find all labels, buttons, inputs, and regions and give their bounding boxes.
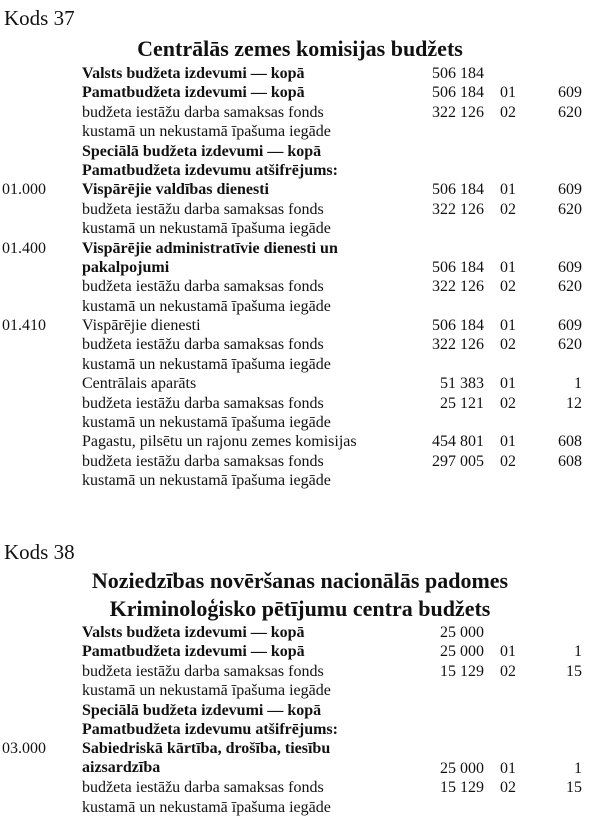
row-description: budžeta iestāžu darba samaksas fonds (82, 103, 324, 121)
row-amount: 25 000 (440, 624, 484, 641)
row-number: 620 (558, 200, 582, 218)
table-row (0, 64, 600, 83)
row-description: Vispārējie administratīvie dienesti un pakalpojumi (82, 239, 338, 276)
table-row (0, 662, 600, 681)
row-amount: 506 184 (432, 65, 484, 82)
row-description: budžeta iestāžu darba samaksas fonds (82, 452, 324, 470)
row-description: Pamatbudžeta izdevumi — kopā (82, 84, 305, 102)
table-row (0, 642, 600, 661)
row-subcode: 02 (500, 336, 516, 354)
row-subcode: 02 (500, 779, 516, 797)
row-description: kustamā un nekustamā īpašuma iegāde (82, 798, 331, 816)
section-title-38-line2: Kriminoloģisko pētījumu centra budžets (109, 596, 491, 621)
row-amount: 15 129 (440, 662, 484, 680)
row-description: Valsts budžeta izdevumi — kopā (82, 624, 305, 641)
row-subcode: 01 (500, 643, 516, 661)
table-row (0, 142, 600, 161)
row-number: 620 (558, 336, 582, 354)
row-amount: 25 000 (440, 759, 484, 777)
section-code-37: Kods 37 (4, 6, 75, 30)
table-row (0, 778, 600, 797)
row-subcode: 01 (500, 84, 516, 102)
row-amount: 506 184 (432, 317, 484, 335)
row-number: 608 (558, 433, 582, 451)
row-description: budžeta iestāžu darba samaksas fonds (82, 336, 324, 354)
table-row (0, 200, 600, 219)
row-subcode: 01 (500, 759, 516, 777)
row-description: budžeta iestāžu darba samaksas fonds (82, 779, 324, 797)
table-row (0, 83, 600, 102)
row-subcode: 02 (500, 200, 516, 218)
table-row (0, 103, 600, 122)
row-number: 620 (558, 103, 582, 121)
row-description: kustamā un nekustamā īpašuma iegāde (82, 414, 331, 432)
row-subcode: 01 (500, 433, 516, 451)
row-amount: 297 005 (432, 452, 484, 470)
table-row (0, 122, 600, 141)
row-amount: 322 126 (432, 103, 484, 121)
table-row (0, 471, 600, 490)
row-description: budžeta iestāžu darba samaksas fonds (82, 394, 324, 412)
table-row (0, 277, 600, 296)
table-row (0, 701, 600, 720)
row-subcode: 01 (500, 317, 516, 335)
row-description: kustamā un nekustamā īpašuma iegāde (82, 682, 331, 700)
row-amount: 506 184 (432, 258, 484, 276)
row-description: Pamatbudžeta izdevumu atšifrējums: (82, 720, 338, 738)
row-subcode: 02 (500, 278, 516, 296)
row-number: 15 (566, 662, 582, 680)
row-subcode: 02 (500, 394, 516, 412)
section-code-38: Kods 38 (4, 540, 75, 564)
row-description: kustamā un nekustamā īpašuma iegāde (82, 355, 331, 373)
row-number: 12 (566, 394, 582, 412)
row-number: 609 (558, 181, 582, 199)
row-amount: 25 000 (440, 643, 484, 661)
table-row (0, 452, 600, 471)
row-description: kustamā un nekustamā īpašuma iegāde (82, 123, 331, 141)
table-row (0, 316, 600, 335)
row-description: budžeta iestāžu darba samaksas fonds (82, 200, 324, 218)
row-amount: 322 126 (432, 200, 484, 218)
row-subcode: 02 (500, 662, 516, 680)
table-row (0, 219, 600, 238)
row-amount: 15 129 (440, 779, 484, 797)
row-description: Vispārējie dienesti (82, 317, 201, 335)
row-number: 609 (558, 317, 582, 335)
table-row (0, 413, 600, 432)
table-row (0, 180, 600, 199)
section-title-37: Centrālās zemes komisijas budžets (137, 36, 463, 61)
row-subcode: 01 (500, 258, 516, 276)
row-code: 03.000 (2, 740, 46, 758)
budget-table-37 (0, 64, 600, 491)
table-row (0, 681, 600, 700)
row-description: kustamā un nekustamā īpašuma iegāde (82, 297, 331, 315)
row-description: Speciālā budžeta izdevumi — kopā (82, 142, 322, 160)
table-row (0, 623, 600, 642)
row-description: Valsts budžeta izdevumi — kopā (82, 65, 305, 82)
table-row (0, 394, 600, 413)
row-description: Vispārējie valdības dienesti (82, 181, 269, 199)
table-row (0, 161, 600, 180)
row-number: 1 (574, 759, 582, 777)
table-row (0, 798, 600, 817)
row-description: Pamatbudžeta izdevumu atšifrējums: (82, 161, 338, 179)
row-code: 01.000 (2, 181, 46, 199)
row-number: 608 (558, 452, 582, 470)
row-subcode: 01 (500, 181, 516, 199)
row-code: 01.410 (2, 317, 46, 335)
row-subcode: 02 (500, 452, 516, 470)
table-row (0, 720, 600, 739)
table-row (0, 739, 600, 778)
row-description: Pagastu, pilsētu un rajonu zemes komisijas (82, 433, 357, 451)
row-description: kustamā un nekustamā īpašuma iegāde (82, 472, 331, 490)
row-amount: 25 121 (440, 394, 484, 412)
row-description: Speciālā budžeta izdevumi — kopā (82, 701, 322, 719)
row-amount: 506 184 (432, 84, 484, 102)
table-row (0, 355, 600, 374)
row-description: budžeta iestāžu darba samaksas fonds (82, 278, 324, 296)
row-amount: 322 126 (432, 336, 484, 354)
row-description: budžeta iestāžu darba samaksas fonds (82, 662, 324, 680)
row-number: 1 (574, 643, 582, 661)
row-subcode: 01 (500, 375, 516, 393)
table-row (0, 335, 600, 354)
row-number: 1 (574, 375, 582, 393)
row-description: Sabiedriskā kārtība, drošība, tiesību aizsardzība (82, 740, 331, 777)
row-subcode: 02 (500, 103, 516, 121)
row-amount: 506 184 (432, 181, 484, 199)
row-number: 15 (566, 779, 582, 797)
row-number: 620 (558, 278, 582, 296)
row-code: 01.400 (2, 239, 46, 257)
row-amount: 454 801 (432, 433, 484, 451)
row-number: 609 (558, 84, 582, 102)
section-title-38-line1: Noziedzības novēršanas nacionālās padomes (91, 568, 509, 593)
row-number: 609 (558, 258, 582, 276)
row-amount: 51 383 (440, 375, 484, 393)
table-row (0, 432, 600, 451)
table-row (0, 239, 600, 278)
row-description: Pamatbudžeta izdevumi — kopā (82, 643, 305, 661)
table-row (0, 374, 600, 393)
budget-table-38 (0, 623, 600, 817)
row-description: Centrālais aparāts (82, 375, 197, 393)
table-row (0, 297, 600, 316)
row-amount: 322 126 (432, 278, 484, 296)
row-description: kustamā un nekustamā īpašuma iegāde (82, 220, 331, 238)
